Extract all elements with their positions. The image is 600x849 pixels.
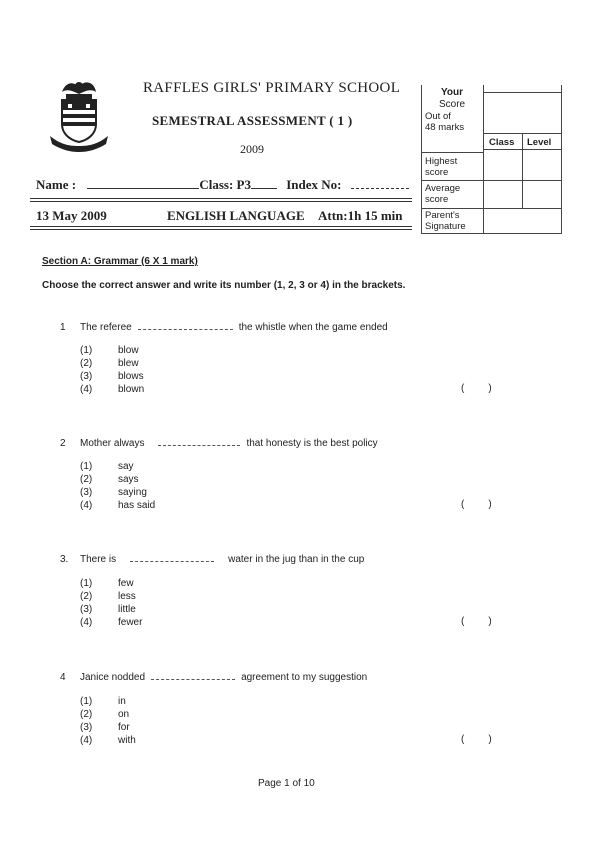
parents-signature-label-2: Signature: [425, 221, 466, 232]
assessment-year: 2009: [240, 142, 264, 156]
question-text-after: the whistle when the game ended: [238, 322, 388, 333]
question-number: 2: [60, 438, 66, 449]
index-field[interactable]: [351, 177, 409, 189]
answer-blank: [138, 320, 233, 330]
school-name: RAFFLES GIRLS' PRIMARY SCHOOL: [143, 80, 401, 96]
highest-score-label: Highest: [425, 156, 458, 167]
option: (1) few: [80, 578, 134, 589]
average-score-label: Average: [425, 183, 461, 194]
assessment-title: SEMESTRAL ASSESSMENT ( 1 ): [152, 113, 353, 128]
option: (3) little: [80, 604, 136, 615]
question-4: [60, 670, 367, 683]
section-instructions: Choose the correct answer and write its number (1, 2, 3 or 4) in the brackets.: [42, 280, 406, 291]
score-box: [421, 85, 562, 234]
question-number: 1: [60, 322, 66, 333]
parents-signature-label: Parent's: [425, 210, 460, 221]
out-of-label: Out of: [425, 111, 451, 122]
exam-duration: Attn:1h 15 min: [318, 208, 403, 223]
answer-blank: [130, 552, 214, 562]
option: (3) blows: [80, 371, 144, 382]
option: (3) saying: [80, 487, 147, 498]
header-divider-bottom: [30, 226, 412, 227]
question-2: [60, 436, 378, 449]
section-title: Section A: Grammar (6 X 1 mark): [42, 256, 198, 267]
class-field[interactable]: [251, 177, 277, 189]
school-crest-icon: [48, 78, 110, 154]
index-label: Index No:: [286, 177, 342, 192]
question-text-after: that honesty is the best policy: [246, 438, 378, 449]
name-label: Name :: [36, 177, 77, 192]
option: (2) says: [80, 474, 139, 485]
option: (2) on: [80, 709, 130, 720]
question-number: 3.: [60, 554, 69, 565]
question-text-before: The referee: [80, 322, 132, 333]
option: (4) blown: [80, 384, 145, 395]
average-score-label-2: score: [425, 194, 449, 205]
header-divider-top-2: [30, 201, 412, 202]
option: (3) for: [80, 722, 130, 733]
header-divider-top: [30, 198, 412, 199]
option: (2) less: [80, 591, 136, 602]
name-row: [36, 177, 409, 193]
answer-blank: [151, 670, 235, 680]
marks-label: 48 marks: [425, 122, 465, 133]
question-text-after: agreement to my suggestion: [241, 672, 368, 683]
answer-bracket[interactable]: ( ): [461, 734, 492, 745]
class-column-label: Class: [489, 137, 515, 148]
class-label: Class: P3: [199, 177, 251, 192]
question-text-after: water in the jug than in the cup: [228, 554, 365, 565]
highest-score-label-2: score: [425, 167, 449, 178]
answer-blank: [158, 436, 240, 446]
name-field[interactable]: [87, 177, 199, 189]
answer-bracket[interactable]: ( ): [461, 383, 492, 394]
option: (4) with: [80, 735, 136, 746]
answer-bracket[interactable]: ( ): [461, 499, 492, 510]
option: (1) say: [80, 461, 134, 472]
question-text-before: Janice nodded: [80, 672, 146, 683]
option: (4) has said: [80, 500, 156, 511]
option: (2) blew: [80, 358, 139, 369]
option: (4) fewer: [80, 617, 143, 628]
question-1: [60, 320, 388, 333]
level-column-label: Level: [527, 137, 552, 148]
your-score-label: Your: [441, 87, 464, 98]
question-number: 4: [60, 672, 66, 683]
question-text-before: Mother always: [80, 438, 145, 449]
answer-bracket[interactable]: ( ): [461, 616, 492, 627]
page-number: Page 1 of 10: [258, 778, 315, 789]
exam-subject: ENGLISH LANGUAGE: [167, 208, 305, 223]
option: (1) in: [80, 696, 126, 707]
option: (1) blow: [80, 345, 139, 356]
question-3: [60, 552, 364, 565]
header-divider-bottom-2: [30, 229, 412, 230]
question-text-before: There is: [80, 554, 117, 565]
score-label: Score: [439, 99, 466, 110]
exam-date: 13 May 2009: [36, 208, 107, 223]
